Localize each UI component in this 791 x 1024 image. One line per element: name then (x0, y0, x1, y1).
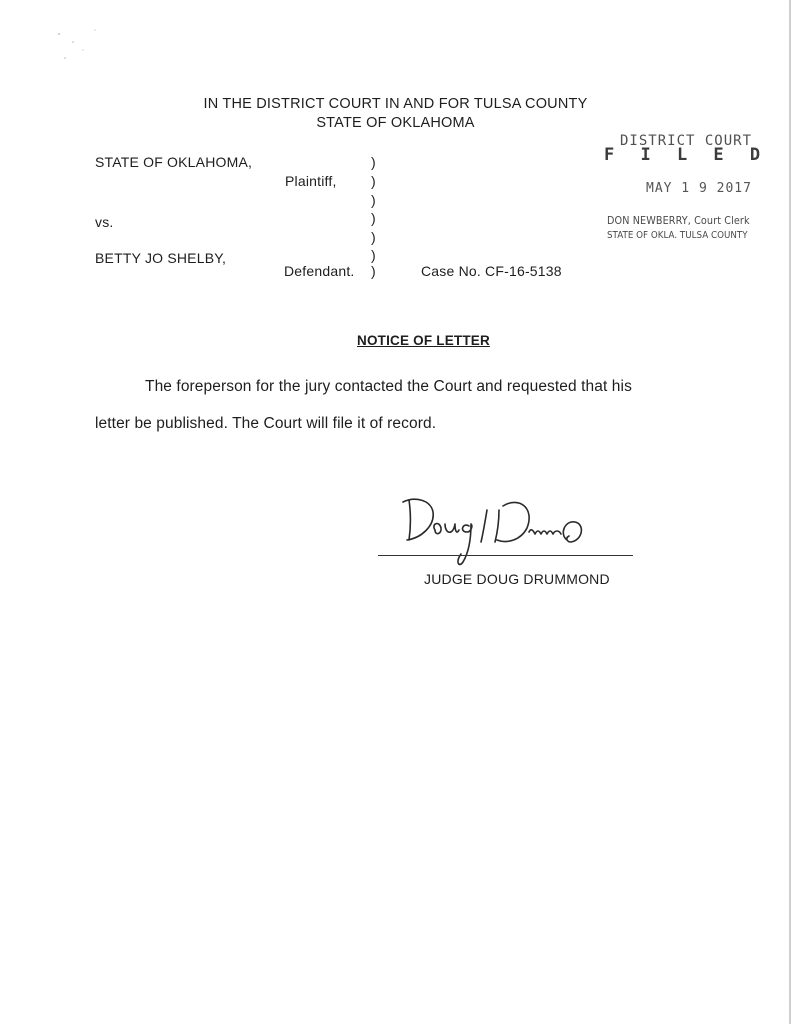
plaintiff-name: STATE OF OKLAHOMA, (95, 154, 253, 170)
notice-body-line2: letter be published. The Court will file it of record. (95, 415, 437, 432)
court-heading-line2: STATE OF OKLAHOMA (316, 115, 475, 131)
stamp-date: MAY 1 9 2017 (646, 181, 752, 196)
notice-body-line1: The foreperson for the jury contacted the Court and requested that his (145, 378, 632, 395)
caption-paren: ) (371, 210, 376, 226)
caption-paren: ) (371, 173, 376, 189)
judge-signature (395, 488, 595, 570)
scan-specks (55, 28, 115, 68)
stamp-title: DISTRICT COURT (620, 133, 753, 149)
stamp-clerk: DON NEWBERRY, Court Clerk (607, 215, 750, 227)
notice-title: NOTICE OF LETTER (357, 333, 490, 348)
caption-paren: ) (371, 229, 376, 245)
case-number: Case No. CF-16-5138 (421, 263, 562, 279)
defendant-role: Defendant. (284, 263, 355, 279)
caption-paren: ) (371, 247, 376, 263)
versus-label: vs. (95, 214, 114, 230)
plaintiff-role: Plaintiff, (285, 173, 337, 189)
signature-line (378, 555, 633, 556)
caption-paren: ) (371, 154, 376, 170)
defendant-name: BETTY JO SHELBY, (95, 250, 227, 266)
stamp-filed: F I L E D (604, 145, 769, 165)
caption-paren: ) (371, 192, 376, 208)
caption-paren: ) (371, 263, 376, 279)
stamp-county: STATE OF OKLA. TULSA COUNTY (607, 230, 748, 241)
court-heading-line1: IN THE DISTRICT COURT IN AND FOR TULSA COUNTY (203, 96, 588, 112)
judge-printed-name: JUDGE DOUG DRUMMOND (424, 571, 610, 587)
